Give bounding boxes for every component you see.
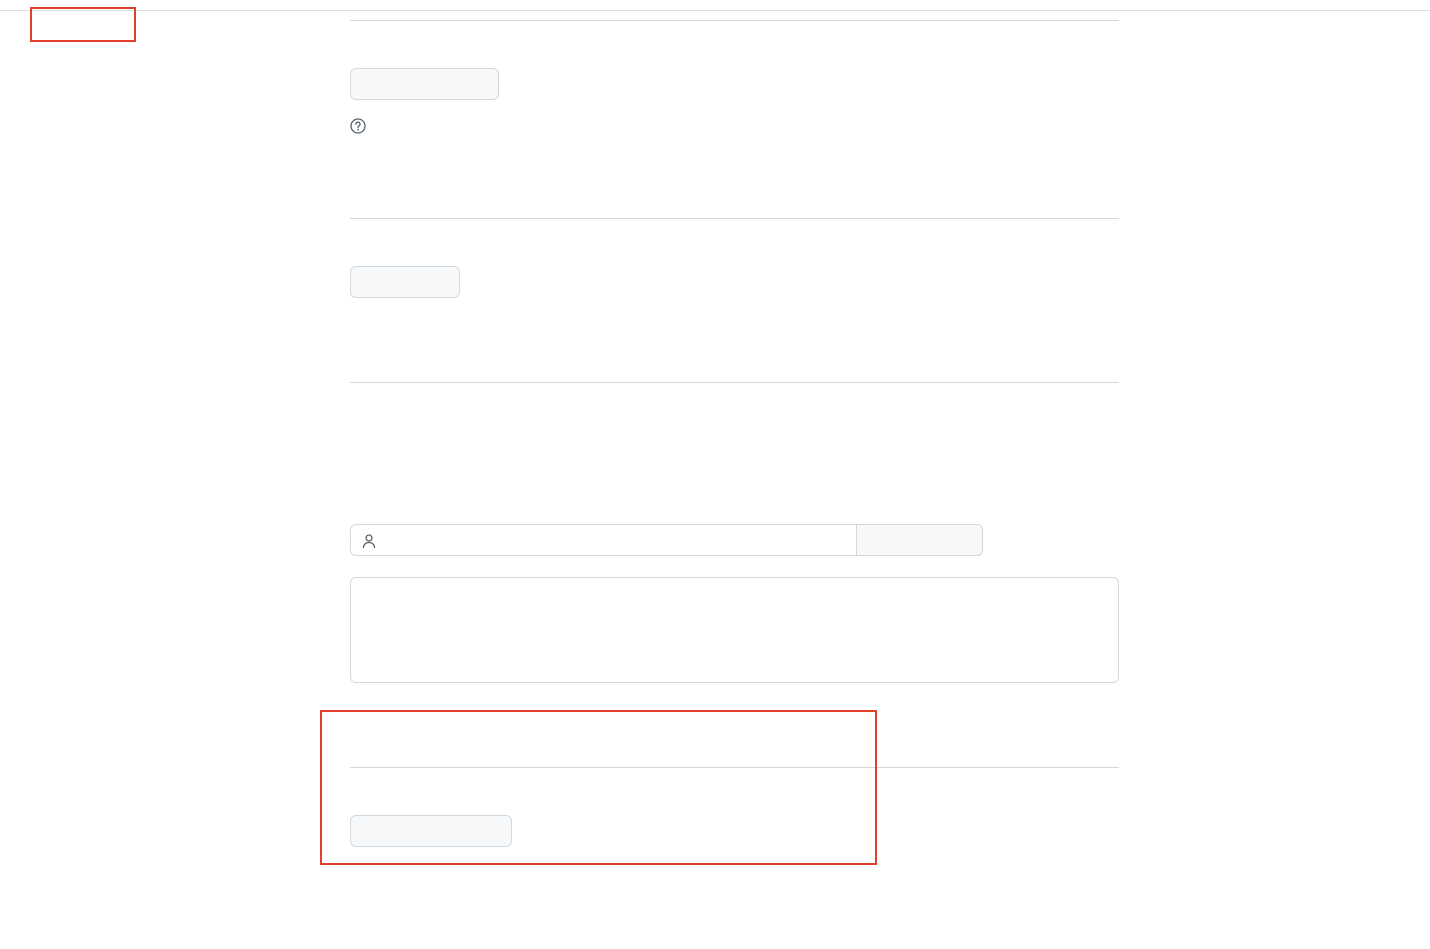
add-successor-button[interactable]	[856, 524, 983, 556]
successor-search-field[interactable]	[350, 524, 857, 556]
section-divider	[350, 382, 1119, 383]
question-icon	[350, 118, 366, 134]
person-icon	[361, 533, 377, 549]
start-export-button[interactable]	[350, 266, 460, 298]
successor-search-input[interactable]	[383, 525, 853, 555]
security-settings-note	[350, 118, 370, 134]
section-divider	[350, 20, 1119, 21]
successor-empty-state	[350, 577, 1119, 683]
change-username-button[interactable]	[350, 68, 499, 100]
top-divider	[0, 10, 1430, 11]
annotation-box-account	[30, 7, 136, 42]
section-divider	[350, 218, 1119, 219]
annotation-box-delete	[320, 710, 877, 865]
